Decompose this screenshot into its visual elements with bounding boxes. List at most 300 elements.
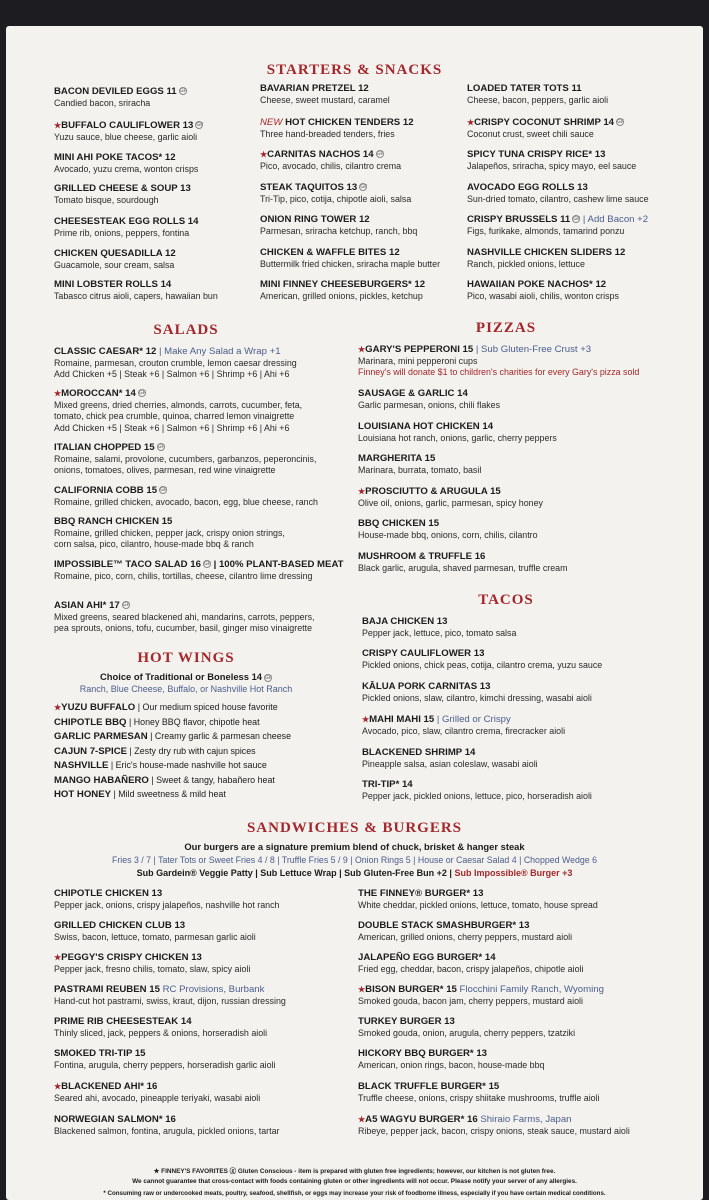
item-name [467,214,692,226]
menu-item [54,516,354,551]
item-description: Romaine, grilled chicken, pepper jack, crispy onion strings, [54,527,285,538]
item-description: Tomato bisque, sourdough [54,194,159,205]
menu-item [358,344,678,379]
item-description: Pico, avocado, chilis, cilantro crema [260,160,402,171]
wing-flavor [54,789,354,801]
item-description: Pineapple salsa, asian coleslaw, wasabi aioli [362,758,538,769]
favorite-star-icon: ★ [260,150,268,159]
item-description: Truffle cheese, onions, crispy shiitake mushrooms, truffle aioli [358,1092,600,1103]
menu-item [467,214,692,237]
starters-title: STARTERS & SNACKS [266,62,443,78]
menu-item [358,1016,688,1039]
wing-description: | Honey BBQ flavor, chipotle heat [126,716,260,727]
item-title: CRISPY COCONUT SHRIMP 14 [474,117,615,128]
item-description: Coconut crust, sweet chili sauce [467,128,594,139]
item-title: PROSCIUTTO & ARUGULA 15 [365,486,501,497]
wing-name: NASHVILLE [54,760,109,771]
item-description: Louisiana hot ranch, onions, garlic, cherry peppers [358,432,557,443]
wing-name: CHIPOTLE BBQ [54,716,127,728]
item-name [54,279,279,291]
item-title: LOUISIANA HOT CHICKEN 14 [358,421,494,432]
sides-line: Fries 3 / 7 | Tater Tots or Sweet Fries 4 / 8 | Truffle Fries 5 / 9 | Onion Rings 5 | House or Caesar Salad 4 | Chopped Wedge 6 [111,855,598,865]
item-title: MINI AHI POKE TACOS* 12 [54,152,176,163]
item-description: Smoked gouda, onion, arugula, cherry peppers, tzatziki [358,1027,576,1038]
item-name [358,952,688,964]
menu-item [358,486,678,509]
item-title: BISON BURGER* 15 [365,984,457,995]
item-name [54,1016,354,1028]
item-description: Seared ahi, avocado, pineapple teriyaki, wasabi aioli [54,1092,261,1103]
item-title: SMOKED TRI-TIP 15 [54,1048,146,1059]
item-description: Pickled onions, slaw, cilantro, kimchi dressing, wasabi aioli [362,692,592,703]
menu-item [54,183,279,206]
item-title: CLASSIC CAESAR* 12 [54,346,157,357]
item-title: GARY'S PEPPERONI 15 [365,344,474,355]
item-name [54,183,279,195]
item-title: STEAK TAQUITOS 13 [260,182,358,193]
item-title: ONION RING TOWER 12 [260,214,370,225]
item-description: pea sprouts, onions, tofu, cucumber, basil, ginger miso vinaigrette [54,623,313,633]
item-title: BLACKENED SHRIMP 14 [362,747,476,758]
item-name [54,216,279,228]
menu-item [260,83,485,106]
item-title: BLACK TRUFFLE BURGER* 15 [358,1081,500,1092]
item-title: CHIPOTLE CHICKEN 13 [54,888,163,899]
item-name [54,120,279,132]
favorite-star-icon: ★ [54,953,62,962]
menu-item [358,1114,688,1137]
item-description: Mixed greens, seared blackened ahi, mandarins, carrots, peppers, [54,611,315,622]
gluten-conscious-icon: GF [160,487,168,494]
gluten-conscious-icon: GF [573,216,581,223]
item-title: BBQ CHICKEN 15 [358,518,440,529]
menu-item [362,616,682,639]
menu-item [467,247,692,270]
item-title: ITALIAN CHOPPED 15 [54,442,155,453]
item-name [54,442,354,454]
menu-item [467,182,692,205]
menu-item [358,388,678,411]
wing-flavor-line [54,789,354,801]
gluten-conscious-icon: GF [138,390,146,397]
menu-item [54,442,354,477]
item-charity-note: Finney's will donate $1 to children's charities for every Gary's pizza sold [358,367,640,377]
gluten-conscious-icon: GF [196,122,204,129]
item-title: MARGHERITA 15 [358,453,436,464]
item-name [54,1081,354,1093]
item-title: CRISPY CAULIFLOWER 13 [362,648,485,659]
wing-description: | Creamy garlic & parmesan cheese [147,731,292,741]
footer-favorites-line: ★ FINNEY'S FAVORITES ⓖ Gluten Conscious - item is prepared with gluten free ingredients; however, our kitchen is not gluten free. [153,1168,556,1175]
item-option: | Make Any Salad a Wrap +1 [156,346,281,357]
menu-item [54,1016,354,1039]
item-name [54,1114,354,1126]
item-name [362,681,682,693]
item-description: Avocado, yuzu crema, wonton crisps [54,163,199,174]
menu-item [362,779,682,802]
item-description: American, grilled onions, cherry peppers, mustard aioli [358,931,573,942]
menu-item [54,388,354,434]
item-name [54,984,354,996]
favorite-star-icon: ★ [54,121,62,130]
item-name [54,559,354,571]
item-title: JALAPEÑO EGG BURGER* 14 [358,952,496,963]
new-tag: NEW [260,117,286,128]
item-description: Romaine, salami, provolone, cucumbers, garbanzos, peperoncinis, [54,453,317,464]
item-title: HICKORY BBQ BURGER* 13 [358,1048,488,1059]
gluten-conscious-icon: GF [179,88,187,95]
item-description: Parmesan, sriracha ketchup, ranch, bbq [260,225,418,236]
menu-item [54,248,279,271]
item-name [467,117,692,129]
item-description: Sun-dried tomato, cilantro, cashew lime sauce [467,193,649,204]
item-description: Jalapeños, sriracha, spicy mayo, eel sauce [467,160,637,171]
wing-name: GARLIC PARMESAN [54,731,148,742]
item-note: | 100% PLANT-BASED MEAT [210,559,344,570]
menu-item [362,681,682,704]
wing-description: | Zesty dry rub with cajun spices [127,745,256,756]
menu-item [54,888,354,911]
item-name [358,1016,688,1028]
menu-item [362,648,682,671]
item-title: ASIAN AHI* 17 [54,600,120,611]
item-title: MINI FINNEY CHEESEBURGERS* 12 [260,279,426,290]
item-title: CALIFORNIA COBB 15 [54,485,158,496]
item-title: SAUSAGE & GARLIC 14 [358,388,468,399]
item-source: Flocchini Family Ranch, Wyoming [456,984,604,995]
menu-item [54,152,279,175]
item-description: Swiss, bacon, lettuce, tomato, parmesan garlic aioli [54,931,256,942]
item-name [54,516,354,528]
menu-item [260,247,485,270]
item-option: | Add Bacon +2 [580,214,649,225]
item-title: CHEESESTEAK EGG ROLLS 14 [54,216,199,227]
item-name [260,214,485,226]
item-name [54,1048,354,1060]
item-title: AVOCADO EGG ROLLS 13 [467,182,588,193]
item-description: White cheddar, pickled onions, lettuce, tomato, house spread [358,899,598,910]
item-name [54,248,279,260]
item-description: Marinara, burrata, tomato, basil [358,464,482,475]
item-description: House-made bbq, onions, corn, chilis, cilantro [358,529,538,540]
item-description: Figs, furikake, almonds, tamarind ponzu [467,225,625,236]
burger-blend-note: Our burgers are a signature premium blend of chuck, brisket & hanger steak [184,841,525,852]
item-description: Pickled onions, chick peas, cotija, cilantro crema, yuzu sauce [362,659,603,670]
item-title: SPICY TUNA CRISPY RICE* 13 [467,149,606,160]
wing-flavor-line [54,717,354,729]
item-title: TURKEY BURGER 13 [358,1016,455,1027]
item-title: BAVARIAN PRETZEL 12 [260,83,369,94]
item-description: Hand-cut hot pastrami, swiss, kraut, dijon, russian dressing [54,995,286,1006]
wing-flavor [54,746,354,758]
wing-flavor [54,775,354,787]
item-name [260,83,485,95]
menu-item [54,559,354,582]
item-name [54,346,354,358]
item-name [358,453,678,465]
item-title: PASTRAMI REUBEN 15 [54,984,160,995]
menu-item [260,279,485,302]
wing-description: | Eric's house-made nashville hot sauce [108,760,267,770]
item-description: Garlic parmesan, onions, chili flakes [358,399,501,410]
item-description: Fontina, arugula, cherry peppers, horseradish garlic aioli [54,1059,276,1070]
item-name [358,1114,688,1126]
hot-wings-title: HOT WINGS [137,650,235,666]
item-description: American, onion rings, bacon, house-made bbq [358,1059,545,1070]
item-name [260,182,485,194]
item-title: BLACKENED AHI* 16 [61,1081,158,1092]
item-title: THE FINNEY® BURGER* 13 [358,888,484,899]
menu-item [54,86,279,109]
item-title: MUSHROOM & TRUFFLE 16 [358,551,486,562]
menu-item [54,600,354,635]
item-description: American, grilled onions, pickles, ketchup [260,290,423,301]
item-description: Ribeye, pepper jack, bacon, crispy onions, steak sauce, mustard aioli [358,1125,630,1136]
wing-description: | Our medium spiced house favorite [135,702,278,712]
item-name [467,149,692,161]
item-title: IMPOSSIBLE™ TACO SALAD 16 [54,559,201,570]
item-title: CHICKEN QUESADILLA 12 [54,248,176,259]
menu-item [358,952,688,975]
item-title: GRILLED CHEESE & SOUP 13 [54,183,191,194]
gluten-conscious-icon: GF [617,119,624,126]
wing-name: YUZU BUFFALO [61,702,136,713]
substitutions-line: Sub Gardein® Veggie Patty | Sub Lettuce Wrap | Sub Gluten-Free Bun +2 | Sub Impossible® Burger +3 [136,868,573,878]
item-name [358,888,688,900]
item-description: Three hand-breaded tenders, fries [260,128,395,139]
item-title: TRI-TIP* 14 [362,779,413,790]
tacos-title: TACOS [478,592,534,608]
item-name [358,421,678,433]
item-name [358,551,678,563]
gluten-conscious-icon: GF [360,184,368,191]
item-option: | Sub Gluten-Free Crust +3 [473,344,592,355]
item-description: Tabasco citrus aioli, capers, hawaiian bun [54,290,218,301]
item-name [54,485,354,497]
item-description: Prime rib, onions, peppers, fontina [54,227,190,238]
salads-title: SALADS [153,322,219,338]
menu-item [358,920,688,943]
item-title: NORWEGIAN SALMON* 16 [54,1114,176,1125]
item-name [362,648,682,660]
menu-item [54,1114,354,1137]
item-title: KĀLUA PORK CARNITAS 13 [362,681,491,692]
menu-item [54,984,354,1007]
item-description: Marinara, mini pepperoni cups [358,355,478,366]
item-name [54,86,279,98]
item-description: Pico, wasabi aioli, chilis, wonton crisps [467,290,619,301]
wing-flavor-line [54,746,354,758]
wing-name: CAJUN 7-SPICE [54,745,128,757]
wing-description: | Sweet & tangy, habañero heat [148,774,275,785]
gluten-conscious-icon: GF [265,674,272,681]
item-description: Cheese, sweet mustard, caramel [260,94,390,105]
menu-item [358,1048,688,1071]
gluten-conscious-icon: GF [122,602,130,609]
wing-flavor-line [54,775,354,787]
favorite-star-icon: ★ [54,1082,62,1091]
menu-item [467,149,692,172]
menu-item [54,485,354,508]
item-name [54,920,354,932]
item-title: BAJA CHICKEN 13 [362,616,448,627]
menu-item [358,453,678,476]
item-name [260,279,485,291]
item-name [362,747,682,759]
item-description: Blackened salmon, fontina, arugula, pickled onions, tartar [54,1125,280,1136]
wing-flavor [54,731,354,743]
menu-item [358,1081,688,1104]
gluten-conscious-icon: GF [203,561,211,568]
item-title: CHICKEN & WAFFLE BITES 12 [260,247,400,258]
item-title: PEGGY'S CRISPY CHICKEN 13 [61,952,202,963]
favorite-star-icon: ★ [54,703,62,712]
menu-item [54,216,279,239]
item-name [358,920,688,932]
item-name [358,388,678,400]
item-title: NASHVILLE CHICKEN SLIDERS 12 [467,247,626,258]
item-name [358,1081,688,1093]
item-description: Pepper jack, onions, crispy jalapeños, nashville hot ranch [54,899,280,910]
item-title: MAHI MAHI 15 [369,714,435,725]
item-description: Pepper jack, fresno chilis, tomato, slaw, spicy aioli [54,963,251,974]
item-name [260,117,485,129]
item-title: MOROCCAN* 14 [61,388,136,399]
menu-item [260,214,485,237]
menu-item [54,346,354,381]
item-title: LOADED TATER TOTS 11 [467,83,582,94]
menu-item [260,149,485,172]
item-description: Add Chicken +5 | Steak +6 | Salmon +6 | Shrimp +6 | Ahi +6 [54,369,290,379]
wing-name: HOT HONEY [54,789,112,800]
item-title: CARNITAS NACHOS 14 [267,149,374,160]
item-description: Olive oil, onions, garlic, parmesan, spicy honey [358,497,543,508]
item-description: Candied bacon, sriracha [54,97,151,108]
item-description: Buttermilk fried chicken, sriracha maple butter [260,258,441,269]
menu-item [362,747,682,770]
menu-item [358,518,678,541]
item-title: BUFFALO CAULIFLOWER 13 [61,120,194,131]
item-name [467,247,692,259]
item-name [260,247,485,259]
item-description: corn salsa, pico, cilantro, house-made bbq & ranch [54,539,254,549]
menu-item [54,1081,354,1104]
item-name [358,984,688,996]
item-name [358,518,678,530]
item-description: Romaine, parmesan, crouton crumble, lemon caesar dressing [54,357,297,368]
favorite-star-icon: ★ [54,389,62,398]
wing-flavor [54,717,354,729]
menu-item [54,952,354,975]
favorite-star-icon: ★ [467,118,475,127]
item-description: Cheese, bacon, peppers, garlic aioli [467,94,609,105]
gluten-conscious-icon: GF [157,444,165,451]
item-title: HOT CHICKEN TENDERS 12 [285,117,414,128]
item-title: BBQ RANCH CHICKEN 15 [54,516,173,527]
item-description: Mixed greens, dried cherries, almonds, carrots, cucumber, feta, [54,399,303,410]
wing-flavor [54,702,354,714]
menu-item [362,714,682,737]
item-description: Fried egg, cheddar, bacon, crispy jalapeños, chipotle aioli [358,963,584,974]
item-description: Add Chicken +5 | Steak +6 | Salmon +6 | Shrimp +6 | Ahi +6 [54,422,290,433]
gluten-conscious-icon: GF [376,151,384,158]
item-description: Romaine, pico, corn, chilis, tortillas, cheese, cilantro lime dressing [54,570,313,581]
item-name [54,388,354,400]
item-description: Pepper jack, pickled onions, lettuce, pico, horseradish aioli [362,790,592,801]
item-name [467,182,692,194]
item-name [362,714,682,726]
item-name [467,279,692,291]
footer-allergy-line: We cannot guarantee that cross-contact with foods containing gluten or other ingredients will not occur. Please notify your server of any allergies. [132,1178,577,1185]
item-title: DOUBLE STACK SMASHBURGER* 13 [358,920,530,931]
item-name [54,952,354,964]
item-description: Yuzu sauce, blue cheese, garlic aioli [54,131,198,142]
menu-item [467,117,692,140]
footer-raw-warning: * Consuming raw or undercooked meats, poultry, seafood, shellfish, or eggs may increase your risk of foodborne illness, especially if you have certain medical conditions. [103,1190,606,1197]
menu-item [358,888,688,911]
favorite-star-icon: ★ [362,715,370,724]
wings-sauces: Ranch, Blue Cheese, Buffalo, or Nashville Hot Ranch [79,684,293,694]
menu-item [467,279,692,302]
item-title: CRISPY BRUSSELS 11 [467,214,571,225]
item-name [54,600,354,612]
wing-flavor-line [54,760,354,772]
item-title: PRIME RIB CHEESESTEAK 14 [54,1016,192,1027]
menu-item [358,421,678,444]
item-name [260,149,485,161]
menu-item [54,120,279,143]
item-name [467,83,692,95]
wings-choice: Choice of Traditional or Boneless 14 GF [99,671,272,682]
wing-description: | Mild sweetness & mild heat [111,789,226,799]
wing-flavor [54,760,354,772]
item-name [362,616,682,628]
item-description: Thinly sliced, jack, peppers & onions, horseradish aioli [54,1027,268,1038]
item-description: onions, tomatoes, olives, parmesan, red wine vinaigrette [54,465,276,475]
item-name [54,888,354,900]
menu-item [358,984,688,1007]
favorite-star-icon: ★ [358,345,366,354]
pizzas-title: PIZZAS [475,320,537,336]
item-source: Shiraio Farms, Japan [477,1114,572,1125]
item-description: Ranch, pickled onions, lettuce [467,258,585,269]
favorite-star-icon: ★ [358,1115,366,1124]
item-description: Romaine, grilled chicken, avocado, bacon, egg, blue cheese, ranch [54,496,318,507]
sandwiches-title: SANDWICHES & BURGERS [246,820,463,836]
item-description: Guacamole, sour cream, salsa [54,259,175,270]
item-title: GRILLED CHICKEN CLUB 13 [54,920,186,931]
menu-page [6,26,703,1200]
item-name [358,344,678,356]
menu-item [358,551,678,574]
menu-item [54,279,279,302]
wing-flavor-line [54,731,354,743]
item-name [358,1048,688,1060]
item-description: Pepper jack, lettuce, pico, tomato salsa [362,627,517,638]
favorite-star-icon: ★ [358,487,366,496]
wing-name: MANGO HABAÑERO [54,774,149,786]
item-option: | Grilled or Crispy [434,714,511,725]
item-description: Avocado, pico, slaw, cilantro crema, firecracker aioli [362,725,566,736]
item-source: RC Provisions, Burbank [159,984,265,995]
item-name [362,779,682,791]
item-description: Black garlic, arugula, shaved parmesan, truffle cream [358,562,568,573]
favorite-star-icon: ★ [358,985,366,994]
item-description: tomato, chick pea crumble, quinoa, charred lemon vinaigrette [54,411,295,421]
item-title: HAWAIIAN POKE NACHOS* 12 [467,279,607,290]
menu-item [260,117,485,140]
item-title: A5 WAGYU BURGER* 16 [365,1114,478,1125]
